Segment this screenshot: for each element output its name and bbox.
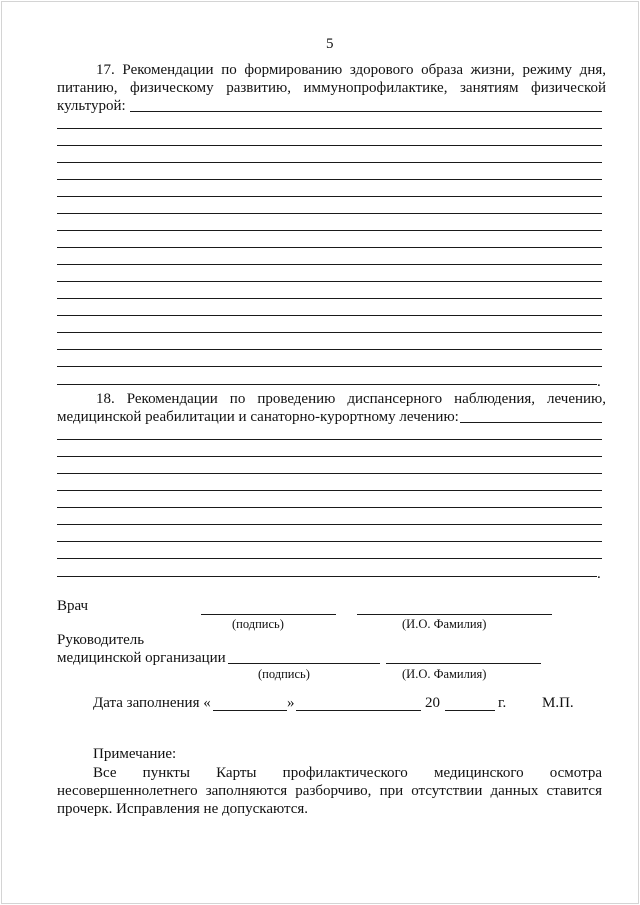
answer-line[interactable] <box>57 281 602 282</box>
answer-line[interactable] <box>57 128 602 129</box>
answer-line[interactable] <box>57 507 602 508</box>
date-year-prefix: 20 <box>425 695 440 711</box>
date-month-line[interactable] <box>296 710 421 711</box>
note-line1: Все пункты Карты профилактического медицинского осмотра <box>93 765 602 781</box>
answer-line[interactable] <box>57 230 602 231</box>
date-year-line[interactable] <box>445 710 495 711</box>
head-label-line1: Руководитель <box>57 632 145 648</box>
answer-line[interactable] <box>57 162 602 163</box>
section-18-heading-line1: 18. Рекомендации по проведению диспансерного наблюдения, лечению, <box>96 391 606 407</box>
head-signature-line[interactable] <box>228 663 380 664</box>
answer-line[interactable] <box>57 576 597 577</box>
head-label-line2: медицинской организации <box>57 650 226 666</box>
head-name-caption: (И.О. Фамилия) <box>402 667 487 681</box>
date-day-line[interactable] <box>213 710 287 711</box>
page-number: 5 <box>326 36 334 52</box>
section-17-heading-line1: 17. Рекомендации по формированию здорового образа жизни, режиму дня, <box>96 62 606 78</box>
section-18-answer-line[interactable] <box>460 422 602 423</box>
answer-line[interactable] <box>57 524 602 525</box>
answer-line[interactable] <box>57 541 602 542</box>
date-label: Дата заполнения « <box>93 695 211 711</box>
section-17-end-mark: . <box>597 374 601 390</box>
answer-line[interactable] <box>57 332 602 333</box>
answer-line[interactable] <box>57 247 602 248</box>
answer-line[interactable] <box>57 490 602 491</box>
answer-line[interactable] <box>57 145 602 146</box>
section-17-heading-line3: культурой: <box>57 98 126 114</box>
stamp-mark: М.П. <box>542 695 574 711</box>
doctor-signature-line[interactable] <box>201 614 336 615</box>
answer-line[interactable] <box>57 456 602 457</box>
note-line2: несовершеннолетнего заполняются разборчиво, при отсутствии данных ставится <box>57 783 602 799</box>
answer-line[interactable] <box>57 298 602 299</box>
answer-line[interactable] <box>57 558 602 559</box>
answer-line[interactable] <box>57 384 597 385</box>
answer-line[interactable] <box>57 349 602 350</box>
note-line3: прочерк. Исправления не допускаются. <box>57 801 309 817</box>
answer-line[interactable] <box>57 366 602 367</box>
date-close-quote: » <box>287 695 295 711</box>
doctor-name-caption: (И.О. Фамилия) <box>402 617 487 631</box>
date-year-suffix: г. <box>498 695 507 711</box>
doctor-signature-caption: (подпись) <box>232 617 284 631</box>
section-17-answer-line[interactable] <box>130 111 602 112</box>
answer-line[interactable] <box>57 473 602 474</box>
answer-line[interactable] <box>57 264 602 265</box>
section-18-heading-line2: медицинской реабилитации и санаторно-курортному лечению: <box>57 409 459 425</box>
section-18-end-mark: . <box>597 566 601 582</box>
answer-line[interactable] <box>57 213 602 214</box>
answer-line[interactable] <box>57 196 602 197</box>
head-name-line[interactable] <box>386 663 541 664</box>
answer-line[interactable] <box>57 315 602 316</box>
doctor-name-line[interactable] <box>357 614 552 615</box>
head-signature-caption: (подпись) <box>258 667 310 681</box>
answer-line[interactable] <box>57 179 602 180</box>
answer-line[interactable] <box>57 439 602 440</box>
doctor-label: Врач <box>57 598 89 614</box>
section-17-heading-line2: питанию, физическому развитию, иммунопрофилактике, занятиям физической <box>57 80 606 96</box>
note-title: Примечание: <box>93 746 177 762</box>
